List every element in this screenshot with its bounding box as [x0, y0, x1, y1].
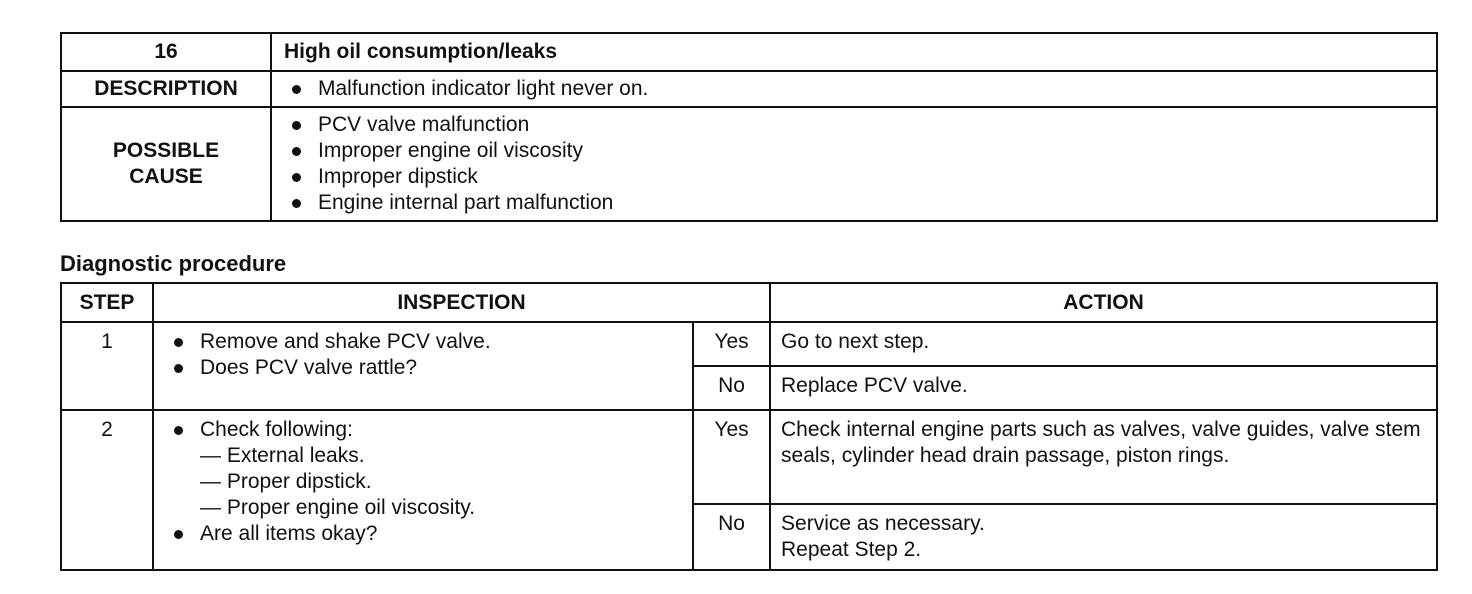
- possible-cause-item: Engine internal part malfunction: [284, 190, 1436, 216]
- possible-cause-label-line1: POSSIBLE: [112, 139, 220, 162]
- possible-cause-cell: [271, 107, 1437, 221]
- inspection-item: Remove and shake PCV valve.: [166, 329, 692, 355]
- description-item: Malfunction indicator light never on.: [284, 76, 1436, 102]
- possible-cause-label-line2: CAUSE: [129, 165, 203, 188]
- no-label: No: [693, 504, 770, 570]
- diagnostic-table: [60, 282, 1438, 571]
- table-row: [61, 322, 1437, 366]
- step-number: 1: [61, 322, 153, 410]
- possible-cause-item: Improper engine oil viscosity: [284, 138, 1436, 164]
- yes-label: Yes: [693, 322, 770, 366]
- step-column-header: STEP: [61, 283, 153, 322]
- no-action: Replace PCV valve.: [770, 366, 1437, 410]
- yes-label: Yes: [693, 410, 770, 504]
- inspection-subitem: — Proper dipstick.: [200, 470, 372, 493]
- inspection-cell: [153, 410, 693, 570]
- possible-cause-item: PCV valve malfunction: [284, 112, 1436, 138]
- symptom-table: [60, 32, 1438, 222]
- table-row: [61, 410, 1437, 504]
- yes-action: Go to next step.: [770, 322, 1437, 366]
- inspection-item: Does PCV valve rattle?: [166, 355, 692, 381]
- inspection-item: [166, 417, 692, 521]
- possible-cause-item: Improper dipstick: [284, 164, 1436, 190]
- diagnostic-header-row: [61, 283, 1437, 322]
- inspection-subitem: — External leaks.: [200, 444, 365, 467]
- description-label: DESCRIPTION: [61, 71, 271, 107]
- inspection-cell: [153, 322, 693, 410]
- description-cell: [271, 71, 1437, 107]
- step-number: 2: [61, 410, 153, 570]
- inspection-column-header: INSPECTION: [153, 283, 770, 322]
- yes-action: Check internal engine parts such as valves, valve guides, valve stem seals, cylinder head drain passage, piston rings.: [770, 410, 1437, 504]
- no-action-line: Repeat Step 2.: [781, 538, 922, 561]
- inspection-item: Are all items okay?: [166, 521, 692, 547]
- possible-cause-label: [61, 107, 271, 221]
- symptom-title: High oil consumption/leaks: [271, 33, 1437, 71]
- action-column-header: ACTION: [770, 283, 1437, 322]
- inspection-subitem: — Proper engine oil viscosity.: [200, 496, 476, 519]
- inspection-intro: Check following:: [200, 418, 353, 441]
- no-action: [770, 504, 1437, 570]
- no-action-line: Service as necessary.: [781, 512, 985, 535]
- diagnostic-heading: Diagnostic procedure: [60, 251, 287, 276]
- symptom-code: 16: [61, 33, 271, 71]
- no-label: No: [693, 366, 770, 410]
